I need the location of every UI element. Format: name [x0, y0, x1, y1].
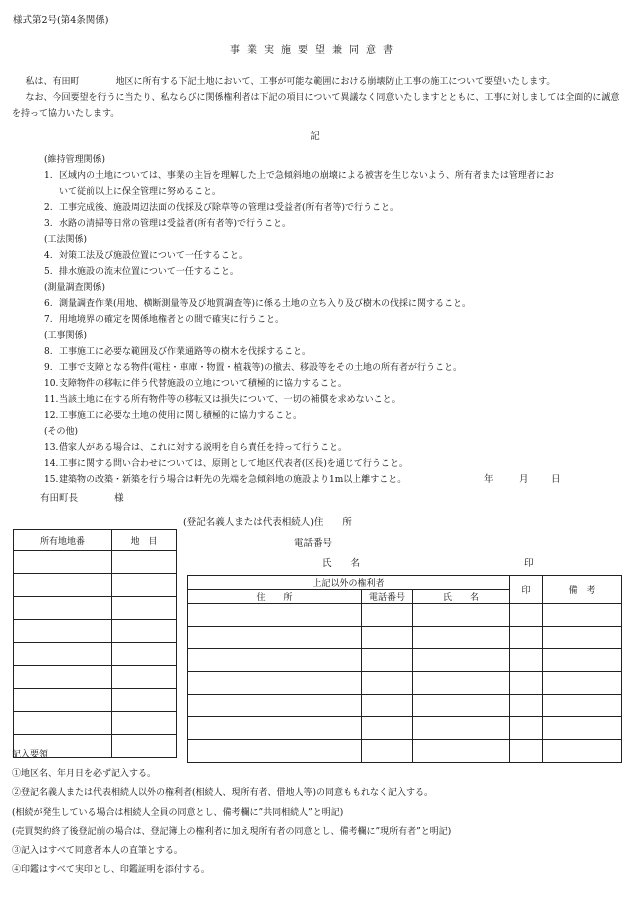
rights-row — [188, 694, 622, 717]
item-text: 測量調査作業(用地、横断測量等及び地質調査等)に係る土地の立ち入り及び樹木の伐採に関すること。 — [59, 299, 472, 309]
item-number: 9. — [44, 363, 53, 373]
consent-item — [44, 312, 624, 328]
land-category-cell[interactable] — [112, 666, 177, 689]
rights-name-cell[interactable] — [413, 604, 510, 627]
rights-address-cell[interactable] — [188, 626, 362, 649]
date-month-label: 月 — [519, 474, 529, 485]
consent-item — [44, 376, 624, 392]
item-number: 8. — [44, 347, 53, 357]
section-heading-text: (工法関係) — [44, 235, 88, 245]
rights-header-address: 住 所 — [188, 590, 362, 604]
date-day-label: 日 — [551, 474, 561, 485]
land-header-category: 地 目 — [112, 530, 177, 551]
consent-item — [44, 264, 624, 280]
item-text: いて従前以上に保全管理に努めること。 — [59, 187, 222, 197]
land-lot-cell[interactable] — [14, 597, 112, 620]
item-text: 建築物の改築・新築を行う場合は軒先の先端を急傾斜地の施設より1m以上離すこと。 — [59, 475, 407, 485]
land-lot-cell[interactable] — [14, 712, 112, 735]
item-text: 支障物件の移転に伴う代替施設の立地について積極的に協力すること。 — [59, 379, 347, 389]
item-number: 2. — [44, 203, 53, 213]
consent-item — [44, 440, 624, 456]
rights-row — [188, 672, 622, 695]
rights-name-cell[interactable] — [413, 649, 510, 672]
rights-name-cell[interactable] — [413, 694, 510, 717]
land-lot-cell[interactable] — [14, 574, 112, 597]
rights-seal-cell[interactable] — [510, 694, 543, 717]
land-lot-cell[interactable] — [14, 666, 112, 689]
land-category-cell[interactable] — [112, 620, 177, 643]
instruction-line: ③記入はすべて同意者本人の直筆とする。 — [12, 846, 183, 857]
consent-item — [44, 200, 624, 216]
rights-seal-cell[interactable] — [510, 740, 543, 763]
rights-remarks-cell[interactable] — [543, 604, 622, 627]
section-heading-text: (維持管理関係) — [44, 155, 106, 165]
section-heading-text: (測量調査関係) — [44, 283, 106, 293]
document-title: 事業実施要望兼同意書 — [230, 45, 400, 56]
item-text: 工事で支障となる物件(電柱・車庫・物置・植栽等)の撤去、移設等をその土地の所有者が行うこと。 — [59, 363, 463, 373]
consent-items-list — [44, 152, 624, 488]
item-text: 当該土地に在する所有物件等の移転又は損失について、一切の補償を求めないこと。 — [59, 395, 401, 405]
land-category-cell[interactable] — [112, 712, 177, 735]
instructions-section — [12, 746, 451, 880]
item-number: 15. — [44, 475, 59, 485]
instruction-line: (売買契約終了後登記前の場合は、登記簿上の権利者に加え現所有者の同意とし、備考欄に”現所有者”と明記) — [12, 826, 452, 837]
consent-item — [44, 344, 624, 360]
rights-remarks-cell[interactable] — [543, 694, 622, 717]
land-lot-cell[interactable] — [14, 620, 112, 643]
instruction-line: ④印鑑はすべて実印とし、印鑑証明を添付する。 — [12, 865, 210, 876]
rights-remarks-cell[interactable] — [543, 740, 622, 763]
rights-remarks-cell[interactable] — [543, 672, 622, 695]
item-text: 用地境界の確定を関係地権者との間で確実に行うこと。 — [59, 315, 285, 325]
land-category-cell[interactable] — [112, 574, 177, 597]
rights-phone-cell[interactable] — [362, 672, 413, 695]
land-row — [14, 597, 177, 620]
land-lot-cell[interactable] — [14, 643, 112, 666]
instruction-line: ①地区名、年月日を必ず記入する。 — [12, 769, 157, 780]
land-row — [14, 574, 177, 597]
consent-item — [44, 392, 624, 408]
rights-seal-cell[interactable] — [510, 604, 543, 627]
item-number: 5. — [44, 267, 53, 277]
section-heading — [44, 280, 624, 296]
item-text: 対策工法及び施設位置について一任すること。 — [59, 251, 248, 261]
rights-phone-cell[interactable] — [362, 717, 413, 740]
item-text: 工事施工に必要な土地の使用に関し積極的に協力すること。 — [59, 411, 303, 421]
land-category-cell[interactable] — [112, 643, 177, 666]
intro-line-1: 私は、有田町 地区に所有する下記土地において、工事が可能な範囲における崩壊防止工事の施工について要望いたします。 — [25, 77, 556, 87]
section-heading-text: (その他) — [44, 427, 79, 437]
signer-seal-label: 印 — [524, 558, 534, 569]
land-parcel-table — [13, 529, 177, 758]
rights-phone-cell[interactable] — [362, 604, 413, 627]
item-number: 14. — [44, 459, 59, 469]
rights-phone-cell[interactable] — [362, 649, 413, 672]
consent-item — [44, 472, 624, 488]
item-text: 借家人がある場合は、これに対する説明を自ら責任を持って行うこと。 — [59, 443, 348, 453]
mayor-honorific: 様 — [114, 493, 124, 504]
rights-address-cell[interactable] — [188, 672, 362, 695]
intro-line-2: なお、今回要望を行うに当たり、私ならびに関係権利者は下記の項目について異議なく同意いたしますとともに、工事に対しましては全面的に誠意を持って協力いたします。 — [12, 93, 620, 119]
section-heading — [44, 424, 624, 440]
item-number: 12. — [44, 411, 59, 421]
rights-seal-cell[interactable] — [510, 626, 543, 649]
section-heading — [44, 232, 624, 248]
item-text: 区域内の土地については、事業の主旨を理解した上で急傾斜地の崩壊による被害を生じないよう、所有者または管理者にお — [59, 171, 554, 181]
rights-remarks-cell[interactable] — [543, 649, 622, 672]
land-lot-cell[interactable] — [14, 689, 112, 712]
signer-name-label: 氏 名 — [322, 558, 361, 569]
section-heading — [44, 328, 624, 344]
rights-name-cell[interactable] — [413, 717, 510, 740]
consent-item — [44, 456, 624, 472]
land-category-cell[interactable] — [112, 597, 177, 620]
consent-item — [44, 168, 624, 184]
section-heading — [44, 152, 624, 168]
consent-item-continuation — [44, 184, 624, 200]
land-category-cell[interactable] — [112, 551, 177, 574]
rights-holders-table — [187, 575, 622, 763]
ki-heading: 記 — [310, 131, 320, 142]
rights-seal-cell[interactable] — [510, 649, 543, 672]
land-row — [14, 643, 177, 666]
item-number: 3. — [44, 219, 53, 229]
item-text: 工事に関する問い合わせについては、原則として地区代表者(区長)を通じて行うこと。 — [59, 459, 408, 469]
item-number: 11. — [44, 395, 59, 405]
rights-phone-cell[interactable] — [362, 694, 413, 717]
rights-group-header: 上記以外の権利者 — [188, 576, 510, 590]
consent-item — [44, 248, 624, 264]
item-text: 排水施設の流末位置について一任すること。 — [59, 267, 239, 277]
item-text: 水路の清掃等日常の管理は受益者(所有者等)で行うこと。 — [59, 219, 292, 229]
land-row — [14, 666, 177, 689]
item-number: 4. — [44, 251, 53, 261]
land-lot-cell[interactable] — [14, 551, 112, 574]
rights-row — [188, 649, 622, 672]
section-heading-text: (工事関係) — [44, 331, 88, 341]
rights-remarks-cell[interactable] — [543, 717, 622, 740]
rights-row — [188, 604, 622, 627]
intro-paragraph — [12, 74, 620, 122]
land-category-cell[interactable] — [112, 689, 177, 712]
form-number: 様式第2号(第4条関係) — [13, 15, 109, 26]
item-number: 13. — [44, 443, 59, 453]
rights-seal-cell[interactable] — [510, 672, 543, 695]
land-header-lot: 所有地地番 — [14, 530, 112, 551]
rights-row — [188, 717, 622, 740]
signer-phone-label: 電話番号 — [294, 538, 333, 549]
land-row — [14, 712, 177, 735]
item-number: 1. — [44, 171, 53, 181]
item-text: 工事施工に必要な範囲及び作業通路等の樹木を伐採すること。 — [59, 347, 312, 357]
rights-header-phone: 電話番号 — [362, 590, 413, 604]
rights-row — [188, 626, 622, 649]
item-number: 6. — [44, 299, 53, 309]
consent-item — [44, 408, 624, 424]
instructions-heading: 記入要領 — [12, 750, 49, 760]
item-text: 工事完成後、施設周辺法面の伐採及び除草等の管理は受益者(所有者等)で行うこと。 — [59, 203, 400, 213]
rights-header-remarks: 備 考 — [543, 576, 622, 604]
mayor-name: 有田町長 — [40, 493, 79, 504]
land-row — [14, 551, 177, 574]
item-number: 10. — [44, 379, 59, 389]
land-row — [14, 689, 177, 712]
rights-address-cell[interactable] — [188, 717, 362, 740]
date-year-label: 年 — [484, 474, 494, 485]
signer-address-label: (登記名義人または代表相続人)住 所 — [183, 517, 352, 528]
rights-name-cell[interactable] — [413, 626, 510, 649]
rights-phone-cell[interactable] — [362, 626, 413, 649]
rights-seal-cell[interactable] — [510, 717, 543, 740]
rights-address-cell[interactable] — [188, 604, 362, 627]
rights-header-name: 氏 名 — [413, 590, 510, 604]
consent-item — [44, 360, 624, 376]
addressee-mayor — [40, 490, 124, 504]
land-row — [14, 620, 177, 643]
consent-item — [44, 296, 624, 312]
rights-header-seal: 印 — [510, 576, 543, 604]
item-number: 7. — [44, 315, 53, 325]
rights-address-cell[interactable] — [188, 694, 362, 717]
instruction-line: ②登記名義人または代表相続人以外の権利者(相続人、現所有者、借地人等)の同意ももれなく記入する。 — [12, 788, 434, 799]
rights-address-cell[interactable] — [188, 649, 362, 672]
rights-name-cell[interactable] — [413, 672, 510, 695]
consent-item — [44, 216, 624, 232]
instruction-line: (相続が発生している場合は相続人全員の同意とし、備考欄に”共同相続人”と明記) — [12, 807, 344, 818]
rights-remarks-cell[interactable] — [543, 626, 622, 649]
